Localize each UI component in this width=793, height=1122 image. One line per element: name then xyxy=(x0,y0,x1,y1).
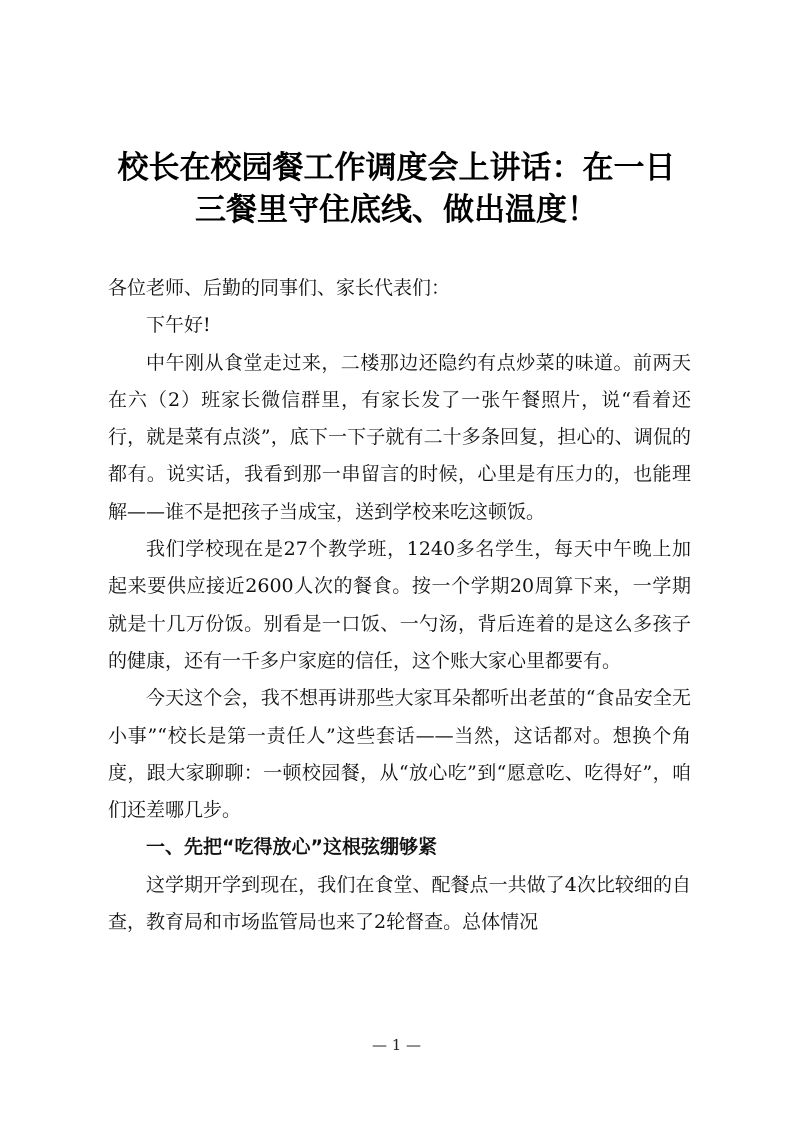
paragraph: 今天这个会，我不想再讲那些大家耳朵都听出老茧的“食品安全无小事”“校长是第一责任人”这些套话——当然，这话都对。想换个角度，跟大家聊聊：一顿校园餐，从“放心吃”到“愿意吃、吃得好”，咱们还差哪几步。 xyxy=(108,687,691,822)
paragraph: 这学期开学到现在，我们在食堂、配餐点一共做了4次比较细的自查，教育局和市场监管局也来了2轮督查。总体情况 xyxy=(108,873,691,934)
greeting: 下午好! xyxy=(146,314,211,337)
document-title xyxy=(60,147,733,231)
title-line-2: 三餐里守住底线、做出温度！ xyxy=(195,192,598,228)
title-line-1: 校长在校园餐工作调度会上讲话：在一日 xyxy=(117,150,676,186)
salutation: 各位老师、后勤的同事们、家长代表们： xyxy=(108,277,451,299)
paragraph: 中午刚从食堂走过来，二楼那边还隐约有点炒菜的味道。前两天在六（2）班家长微信群里，有家长发了一张午餐照片，说“看着还行，就是菜有点淡”，底下一下子就有二十多条回复，担心的、调侃的都有。说实话，我看到那一串留言的时候，心里是有压力的，也能理解——谁不是把孩子当成宝，送到学校来吃这顿饭。 xyxy=(108,351,691,523)
section-heading: 一、先把“吃得放心”这根弦绷够紧 xyxy=(146,836,437,859)
document-body xyxy=(108,270,691,941)
paragraph: 我们学校现在是27个教学班，1240多名学生，每天中午晚上加起来要供应接近2600人次的餐食。按一个学期20周算下来，一学期就是十几万份饭。别看是一口饭、一勺汤，背后连着的是这么多孩子的健康，还有一千多户家庭的信任，这个账大家心里都要有。 xyxy=(108,538,691,672)
page-number: — 1 — xyxy=(371,1036,422,1054)
